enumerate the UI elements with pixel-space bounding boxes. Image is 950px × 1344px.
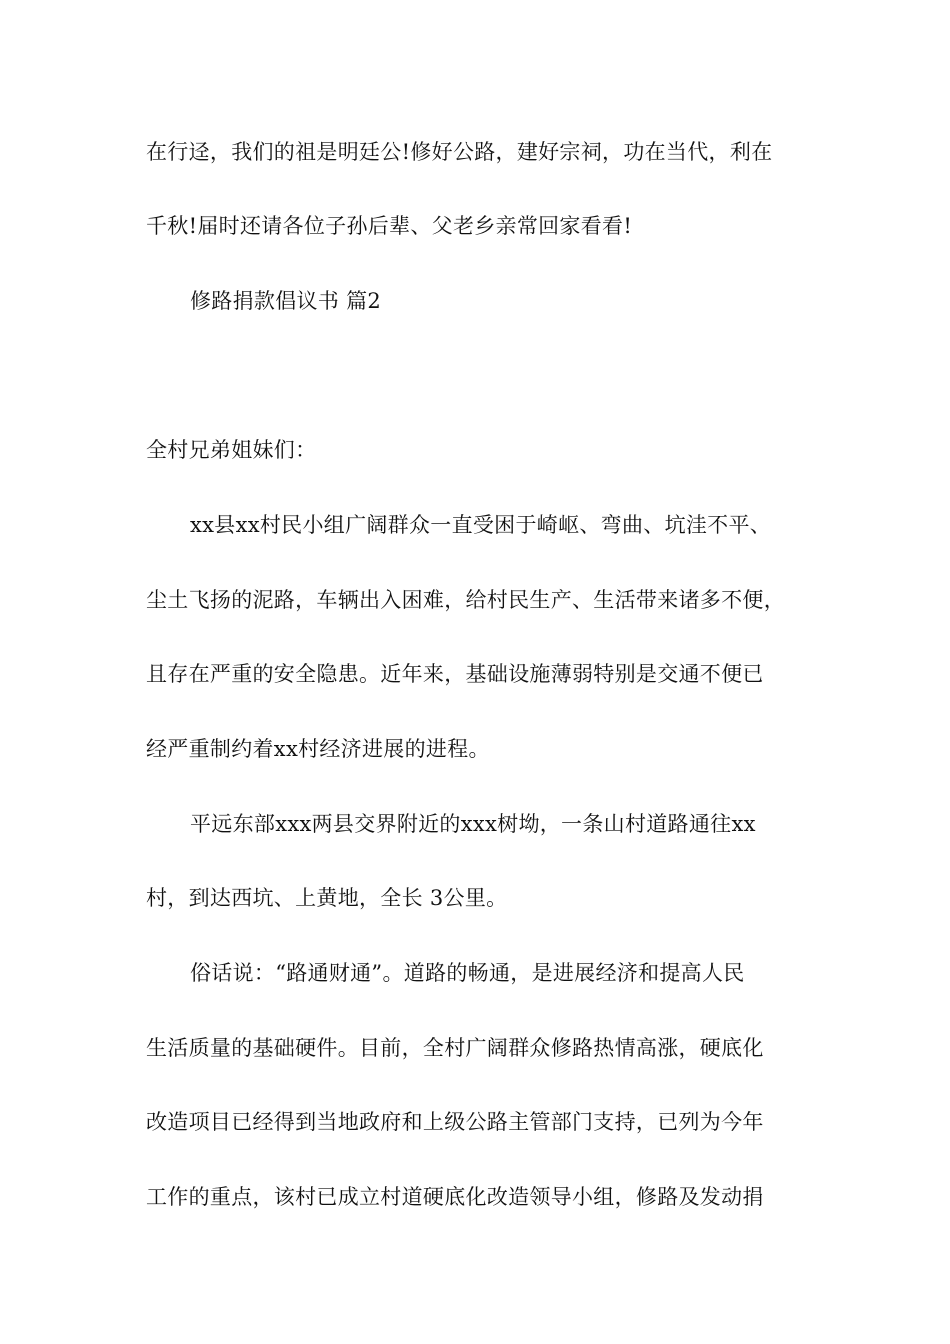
text-line: 改造项目已经得到当地政府和上级公路主管部门支持，已列为今年 <box>146 1110 764 1134</box>
text-line: 村，到达西坑、上黄地，全长 3公里。 <box>146 886 508 910</box>
text-line: 尘土飞扬的泥路，车辆出入困难，给村民生产、生活带来诸多不便， <box>146 588 785 612</box>
text-line: 工作的重点，该村已成立村道硬底化改造领导小组，修路及发动捐 <box>146 1185 764 1209</box>
text-line: 生活质量的基础硬件。目前，全村广阔群众修路热情高涨，硬底化 <box>146 1036 764 1060</box>
salutation: 全村兄弟姐妹们： <box>146 438 317 462</box>
text-line: 经严重制约着xx村经济进展的进程。 <box>146 737 490 761</box>
text-line: 千秋!届时还请各位子孙后辈、父老乡亲常回家看看! <box>146 214 633 238</box>
text-line: xx县xx村民小组广阔群众一直受困于崎岖、弯曲、坑洼不平、 <box>190 513 772 537</box>
text-line: 且存在严重的安全隐患。近年来，基础设施薄弱特别是交通不便已 <box>146 662 764 686</box>
text-line: 俗话说：“路通财通”。道路的畅通，是进展经济和提高人民 <box>190 961 745 985</box>
text-line: 在行迳，我们的祖是明廷公!修好公路，建好宗祠，功在当代，利在 <box>146 140 773 164</box>
text-line: 平远东部xxx两县交界附近的xxx树坳，一条山村道路通往xx <box>190 812 756 836</box>
section-heading: 修路捐款倡议书 篇2 <box>190 289 382 313</box>
